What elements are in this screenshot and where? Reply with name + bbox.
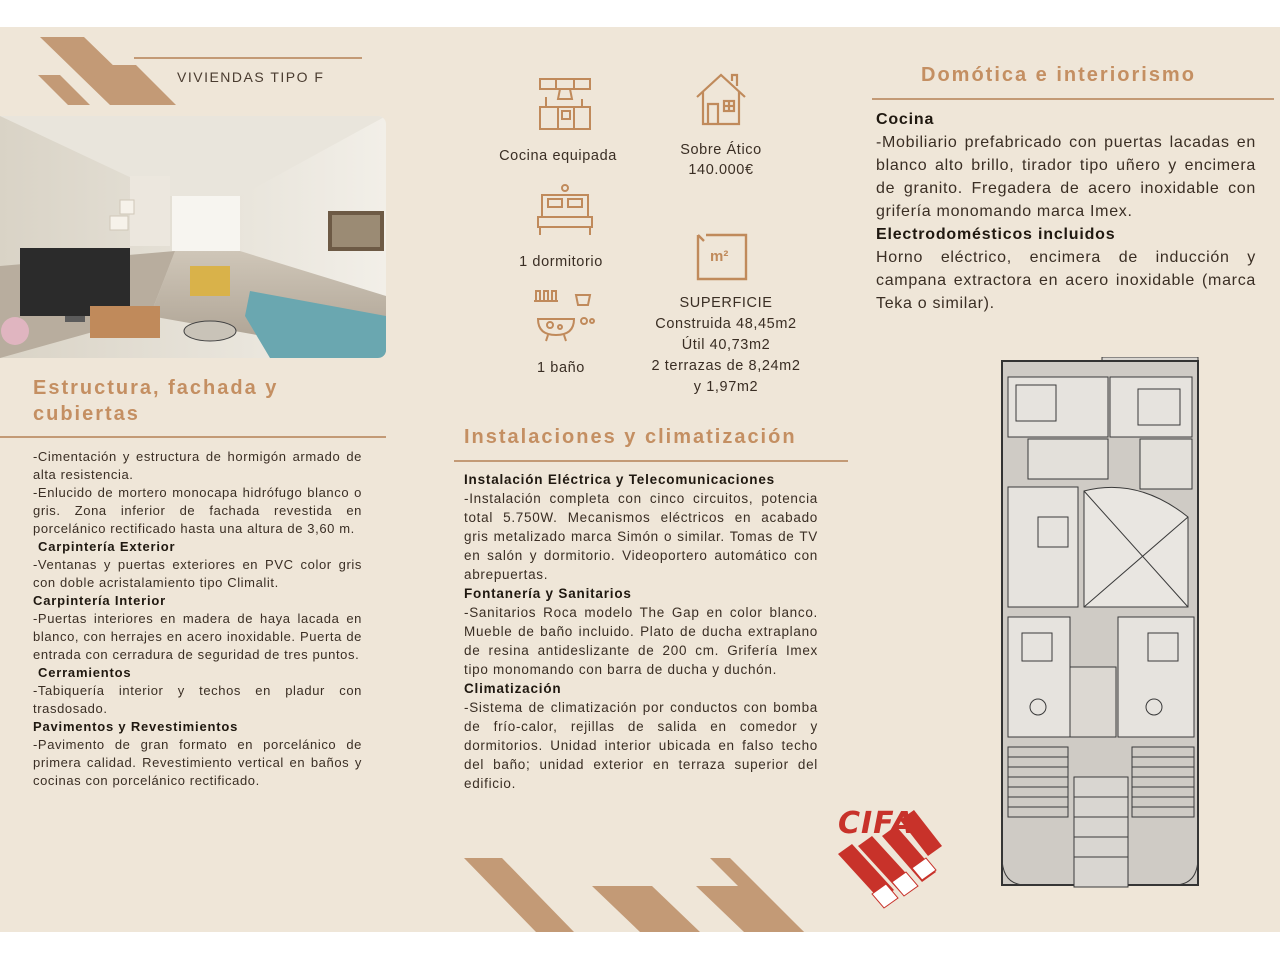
house-icon — [694, 71, 748, 127]
cifa-logo — [832, 798, 944, 923]
superficie-terrazas: 2 terrazas de 8,24m2 — [651, 358, 801, 374]
instalaciones-text — [464, 470, 818, 793]
cerramientos-heading: Cerramientos — [38, 665, 132, 680]
m2-icon-label: m² — [710, 248, 729, 265]
carpinteria-interior-heading: Carpintería Interior — [33, 593, 167, 608]
estructura-title: Estructura, fachada y cubiertas — [33, 377, 279, 425]
domotica-text — [876, 108, 1256, 315]
climatizacion-heading: Climatización — [464, 681, 562, 696]
feature-precio — [650, 140, 792, 180]
climatizacion-text: -Sistema de climatización por conductos con bomba de frío-calor, rejillas de salida en comedor y dormitorios. Unidad interior ubicada en falso techo del baño; unidad exterior en terraza superior del edificio. — [464, 700, 818, 791]
cifa-logo-text: CIFA — [838, 806, 916, 841]
precio-line1: Sobre Ático — [680, 142, 762, 158]
floor-plan — [998, 357, 1202, 894]
kitchen-icon — [538, 77, 592, 131]
fontaneria-text: -Sanitarios Roca modelo The Gap en color blanco. Mueble de baño incluido. Plato de ducha extraplano de resina antideslizante de 200 cm. Grifería Imex tipo monomando con barra de ducha y duchón. — [464, 605, 818, 677]
brochure-page — [0, 27, 1280, 932]
feature-bano: 1 baño — [537, 360, 585, 376]
instalaciones-title: Instalaciones y climatización — [464, 426, 797, 448]
decorative-stripes-bottom — [464, 858, 824, 932]
superficie-construida: Construida 48,45m2 — [655, 316, 797, 332]
pavimentos-heading: Pavimentos y Revestimientos — [33, 719, 239, 734]
pavimentos-text: -Pavimento de gran formato en porcelánico de primera calidad. Revestimiento vertical en baños y cocinas con porcelánico rectificado. — [33, 737, 362, 788]
estructura-p1: -Cimentación y estructura de hormigón armado de alta resistencia. — [33, 449, 362, 482]
feature-dormitorio: 1 dormitorio — [519, 254, 603, 270]
electrica-heading: Instalación Eléctrica y Telecomunicaciones — [464, 472, 775, 487]
decorative-stripes-top — [36, 35, 176, 107]
superficie-title: SUPERFICIE — [679, 295, 773, 311]
electrodomesticos-text: Horno eléctrico, encimera de inducción y campana extractora en acero inoxidable (marca Teka o similar). — [876, 249, 1256, 312]
cerramientos-text: -Tabiquería interior y techos en pladur con trasdosado. — [33, 683, 362, 716]
cocina-heading: Cocina — [876, 111, 935, 128]
electrodomesticos-heading: Electrodomésticos incluidos — [876, 226, 1116, 243]
living-room-photo — [0, 116, 386, 358]
instalaciones-rule — [454, 460, 848, 462]
domotica-rule — [872, 98, 1274, 100]
carpinteria-exterior-text: -Ventanas y puertas exteriores en PVC color gris con doble acristalamiento tipo Climalit. — [33, 557, 362, 590]
cocina-text: -Mobiliario prefabricado con puertas lacadas en blanco alto brillo, tirador tipo uñero y encimera de granito. Fregadera de acero inoxidable con grifería monomando marca Imex. — [876, 134, 1256, 220]
carpinteria-exterior-heading: Carpintería Exterior — [38, 539, 176, 554]
precio-line2: 140.000€ — [688, 162, 754, 178]
fontaneria-heading: Fontanería y Sanitarios — [464, 586, 632, 601]
feature-superficie — [626, 293, 826, 398]
carpinteria-interior-text: -Puertas interiores en madera de haya lacada en blanco, con herrajes en acero inoxidable. Puerta de entrada con cerradura de seguridad de tres puntos. — [33, 611, 362, 662]
feature-cocina: Cocina equipada — [499, 148, 617, 164]
superficie-terrazas-2: y 1,97m2 — [693, 379, 759, 395]
estructura-p2: -Enlucido de mortero monocapa hidrófugo blanco o gris. Zona inferior de fachada revestida en porcelánico rectificado hasta una altura de 3,60 m. — [33, 485, 362, 536]
domotica-title: Domótica e interiorismo — [921, 64, 1196, 86]
header-rule — [134, 57, 362, 59]
estructura-rule — [0, 436, 386, 438]
page-title: VIVIENDAS TIPO F — [177, 69, 325, 85]
estructura-text — [33, 448, 362, 790]
bathroom-icon — [534, 289, 596, 343]
superficie-util: Útil 40,73m2 — [681, 337, 771, 353]
bedroom-icon — [536, 183, 594, 237]
electrica-text: -Instalación completa con cinco circuitos, potencia total 5.750W. Mecanismos eléctricos en acabado gris metalizado marca Simón o similar. Tomas de TV en salón y dormitorio. Videoportero automático con abrepuertas. — [464, 491, 818, 582]
